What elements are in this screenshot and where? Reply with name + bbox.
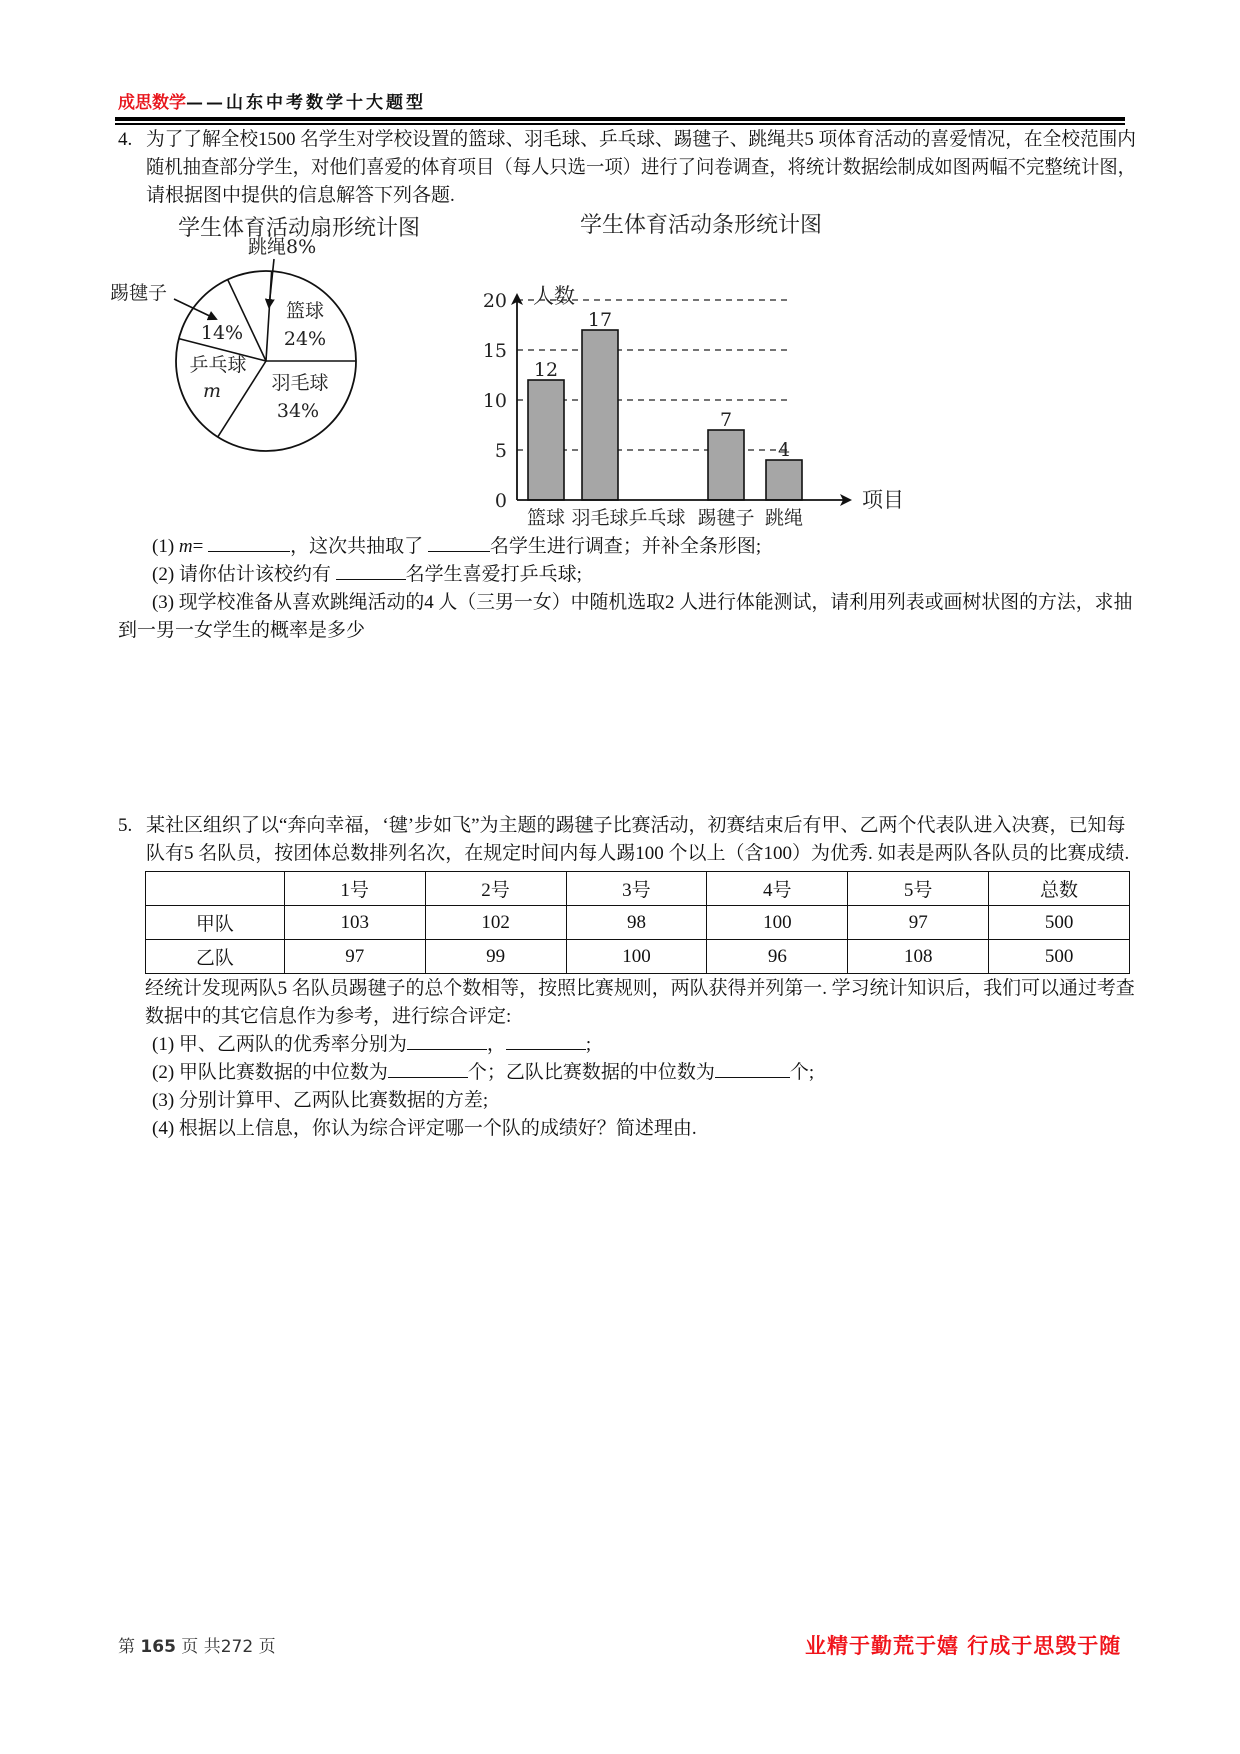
- table-header-cell: 4号: [707, 872, 848, 906]
- x-axis-label: 项目: [862, 488, 904, 512]
- q4-line-1: 为了了解全校1500 名学生对学校设置的篮球、羽毛球、乒乓球、踢毽子、跳绳共5 项体育活动的喜爱情况，在全校范围内: [146, 129, 1136, 150]
- callout-jumprope-label: 跳绳8%: [248, 236, 317, 258]
- pie-slice-label: 乒乓球: [189, 354, 247, 376]
- bar: [766, 460, 802, 500]
- table-cell: 98: [566, 906, 707, 940]
- table-cell: 甲队: [146, 906, 285, 940]
- x-category-label: 篮球: [526, 507, 566, 529]
- q5-sub2-mid: 个；乙队比赛数据的中位数为: [467, 1062, 715, 1083]
- header-divider-thick: [115, 117, 1125, 121]
- question-4-number: 4.: [118, 129, 133, 150]
- answer-blank-median-a[interactable]: [388, 1059, 468, 1078]
- q5-sub1-prefix: (1) 甲、乙两队的优秀率分别为: [152, 1034, 407, 1055]
- q5-sub-2: [152, 1059, 814, 1087]
- page-total: 272: [220, 1637, 254, 1657]
- pie-slice-label: 羽毛球: [271, 372, 329, 394]
- answer-blank-m[interactable]: [208, 533, 290, 552]
- pie-slice-value: 24%: [283, 328, 327, 350]
- table-header-cell: [146, 872, 285, 906]
- q5-sub-3: (3) 分别计算甲、乙两队比赛数据的方差;: [152, 1090, 489, 1111]
- table-header-row: [146, 872, 1130, 906]
- page-prefix: 第: [118, 1637, 141, 1657]
- table-cell: 97: [848, 906, 989, 940]
- x-category-label: 羽毛球: [571, 507, 629, 529]
- q4-sub1-suffix: 名学生进行调查；并补全条形图;: [489, 536, 762, 557]
- q4-line-2: 随机抽查部分学生，对他们喜爱的体育项目（每人只选一项）进行了问卷调查，将统计数据绘制成如图两幅不完整统计图，: [146, 157, 1137, 178]
- q4-sub1-eq: =: [192, 536, 209, 557]
- q5-after-line-1: 经统计发现两队5 名队员踢毽子的总个数相等，按照比赛规则，两队获得并列第一. 学习统计知识后，我们可以通过考查: [145, 978, 1135, 999]
- table-header-cell: 5号: [848, 872, 989, 906]
- bar-data-label: 17: [587, 309, 613, 331]
- q5-sub2-suffix: 个;: [789, 1062, 815, 1083]
- pie-slice-value: m: [202, 380, 222, 402]
- table-cell: 99: [425, 940, 566, 974]
- header-divider-thin: [115, 123, 1125, 125]
- brand-name: 成思数学: [118, 93, 186, 113]
- q5-sub-4: (4) 根据以上信息，你认为综合评定哪一个队的成绩好？简述理由.: [152, 1118, 697, 1139]
- answer-blank-median-b[interactable]: [715, 1059, 790, 1078]
- question-5-number: 5.: [118, 815, 133, 836]
- table-cell: 96: [707, 940, 848, 974]
- q4-sub-2: [152, 561, 582, 589]
- table-cell: 500: [989, 940, 1130, 974]
- q5-sub1-suffix: ;: [585, 1034, 592, 1055]
- q5-line-1: 某社区组织了以“奔向幸福，‘毽’步如飞”为主题的踢毽子比赛活动，初赛结束后有甲、乙两个代表队进入决赛，已知每: [146, 815, 1126, 836]
- bar: [708, 430, 744, 500]
- q5-line-2: 队有5 名队员，按团体总数排列名次，在规定时间内每人踢100 个以上（含100）为优秀. 如表是两队各队员的比赛成绩.: [146, 843, 1130, 864]
- table-row: [146, 940, 1130, 974]
- table-cell: 103: [284, 906, 425, 940]
- answer-blank-rate-b[interactable]: [506, 1031, 586, 1050]
- page-current: 165: [140, 1637, 176, 1657]
- q4-sub2-suffix: 名学生喜爱打乒乓球;: [405, 564, 582, 585]
- header-dash: ——: [186, 93, 226, 113]
- y-tick-label: 5: [494, 440, 507, 462]
- page-mid: 页 共: [175, 1637, 221, 1657]
- table-row: [146, 906, 1130, 940]
- q4-sub1-var: m: [178, 536, 193, 557]
- answer-blank-pingpong[interactable]: [336, 561, 406, 580]
- table-cell: 500: [989, 906, 1130, 940]
- answer-blank-total[interactable]: [428, 533, 490, 552]
- x-category-label: 踢毽子: [697, 507, 755, 529]
- bar-data-label: 4: [777, 439, 791, 461]
- answer-blank-rate-a[interactable]: [407, 1031, 487, 1050]
- y-tick-label: 15: [482, 340, 507, 362]
- table-header-cell: 总数: [989, 872, 1130, 906]
- page-number: [118, 1632, 276, 1657]
- table-cell: 108: [848, 940, 989, 974]
- pie-slice-value: 34%: [276, 400, 320, 422]
- q4-line-3: 请根据图中提供的信息解答下列各题.: [146, 185, 455, 206]
- q4-sub3-line2: 到一男一女学生的概率是多少: [118, 620, 366, 641]
- pie-slice-label: 篮球: [285, 300, 325, 322]
- q4-sub-1: [152, 533, 761, 561]
- header-subtitle: 山东中考数学十大题型: [226, 93, 426, 113]
- table-cell: 100: [707, 906, 848, 940]
- y-axis-label: 人数: [533, 284, 575, 308]
- q4-sub2-prefix: (2) 请你估计该校约有: [152, 564, 336, 585]
- pie-chart-title: 学生体育活动扇形统计图: [178, 216, 421, 241]
- callout-shuttlecock-label: 踢毽子: [110, 282, 168, 304]
- scores-table: [145, 871, 1130, 974]
- q5-after-line-2: 数据中的其它信息作为参考，进行综合评定:: [145, 1006, 512, 1027]
- footer-motto: 业精于勤荒于嬉 行成于思毁于随: [805, 1634, 1122, 1658]
- bar-chart-title: 学生体育活动条形统计图: [580, 213, 823, 238]
- table-header-cell: 2号: [425, 872, 566, 906]
- bar-data-label: 7: [719, 409, 733, 431]
- bar-data-label: 12: [533, 359, 559, 381]
- bar: [528, 380, 564, 500]
- pie-chart: [110, 236, 420, 520]
- bar-chart: [470, 275, 930, 535]
- y-tick-label: 10: [482, 390, 507, 412]
- page-suffix: 页: [253, 1637, 276, 1657]
- x-category-label: 跳绳: [764, 507, 804, 529]
- q4-sub3-line1: (3) 现学校准备从喜欢跳绳活动的4 人（三男一女）中随机选取2 人进行体能测试，请利用列表或画树状图的方法，求抽: [152, 592, 1133, 613]
- table-header-cell: 3号: [566, 872, 707, 906]
- y-tick-label: 0: [494, 490, 507, 512]
- table-cell: 乙队: [146, 940, 285, 974]
- table-cell: 102: [425, 906, 566, 940]
- table-cell: 100: [566, 940, 707, 974]
- page-header: [118, 88, 426, 113]
- x-category-label: 乒乓球: [628, 507, 686, 529]
- pie-slice-value: 14%: [200, 322, 244, 344]
- table-header-cell: 1号: [284, 872, 425, 906]
- q4-sub1-prefix: (1): [152, 536, 179, 557]
- q4-sub1-mid: ，这次共抽取了: [290, 536, 428, 557]
- q5-sub-1: [152, 1031, 591, 1059]
- q5-sub2-prefix: (2) 甲队比赛数据的中位数为: [152, 1062, 388, 1083]
- q5-sub1-sep: ，: [486, 1034, 506, 1055]
- table-cell: 97: [284, 940, 425, 974]
- bar: [582, 330, 618, 500]
- y-tick-label: 20: [482, 290, 507, 312]
